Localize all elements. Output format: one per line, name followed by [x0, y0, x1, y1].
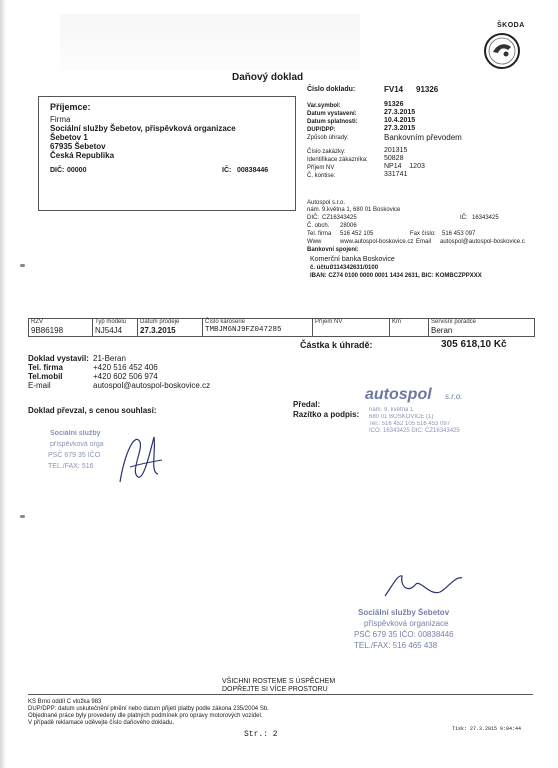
bottom-stamp-line3: PSČ 679 35 IČO: 00838446 — [354, 630, 454, 639]
supplier-web-label: Www — [307, 239, 322, 245]
footer-line4: V případě reklamace uděvejte číslo daňového dokladu. — [28, 720, 175, 726]
page-title: Daňový doklad — [232, 72, 304, 83]
bank-name: Komerční banka Boskovice — [310, 256, 395, 263]
autospol-stamp-logo: autospol — [365, 386, 432, 403]
autospol-stamp-line1: nám. 9. května 1 — [369, 407, 414, 413]
supplier-web[interactable]: www.autospol-boskovice.cz — [340, 239, 414, 245]
recipient-dic: 00000 — [67, 167, 87, 174]
faded-letterhead — [60, 14, 360, 70]
recipient-stamp-line2: příspěvková orga — [50, 441, 104, 448]
supplier-address: nám. 9.května 1, 680 01 Boskovice — [307, 207, 401, 213]
duzp: 27.3.2015 — [384, 125, 416, 132]
issuer-mobile-label: Tel.mobil — [28, 372, 63, 381]
supplier-name: Autospol s.r.o. — [307, 200, 346, 206]
vehicle-km-label: Km — [392, 319, 401, 325]
recipient-line3: Šebetov 1 — [50, 133, 88, 142]
recipient-dic-label: DIČ: — [50, 167, 65, 174]
footer-divider — [28, 694, 533, 695]
recipient-ic-label: IČ: — [222, 167, 232, 174]
receipt-label: Příjem NV — [307, 165, 335, 171]
vehicle-model: NJ54J4 — [95, 326, 123, 335]
issuer-mobile: +420 602 506 974 — [93, 372, 158, 381]
vehicle-vin-label: Číslo karoserie — [205, 319, 246, 325]
control-number: 331741 — [384, 171, 408, 178]
payment-label: Způsob úhrady: — [307, 135, 349, 141]
supplier-ic-label: IČ: — [460, 215, 468, 221]
bank-heading: Bankovní spojení: — [307, 247, 359, 253]
vehicle-sale-date: 27.3.2015 — [140, 326, 176, 335]
footer-printed: Tisk: 27.3.2015 9:04:44 — [452, 726, 522, 732]
recipient-line2: Sociální služby Šebetov, příspěvková organizace — [50, 124, 236, 133]
customer-id-label: Identifikace zákazníka: — [307, 157, 368, 163]
bottom-stamp — [350, 606, 510, 652]
receipt-number: NP14 1203 — [384, 163, 425, 170]
recipient-line1: Firma — [50, 115, 71, 124]
footer-line1: KS Brno oddíl C vložka 983 — [28, 699, 102, 705]
autospol-stamp-sro: s.r.o. — [445, 392, 463, 401]
bottom-stamp-line2: příspěvková organizace — [364, 619, 449, 628]
autospol-stamp — [355, 386, 505, 446]
bank-account: 0114342631/0100 — [330, 265, 379, 271]
bank-iban: IBAN: CZ74 0100 0000 0001 1434 2631, BIC: KOMBCZPPXXX — [310, 273, 482, 279]
issue-date: 27.3.2015 — [384, 109, 416, 116]
punch-hole — [20, 515, 25, 518]
vehicle-advisor-label: Servisní poradce — [431, 319, 477, 325]
issuer-name: 21-Beran — [93, 354, 126, 363]
greeting-line1: VŠICHNI ROSTEME S ÚSPĚCHEM — [222, 678, 336, 685]
supplier-tel: 516 452 105 — [340, 231, 374, 237]
issuer-tel-label: Tel. firma — [28, 363, 63, 372]
invoice-number-prefix: FV14 — [384, 85, 404, 94]
supplier-reg-label: Č. obch. — [307, 223, 330, 229]
duzp-label: DUP/DPP: — [307, 127, 336, 133]
footer-line3: Objednané práce byly provedeny dle platných podmínek pro opravy motorových vozidel. — [28, 713, 263, 719]
bottom-stamp-line4: TEL./FAX: 516 465 438 — [354, 641, 438, 650]
issue-date-label: Datum vystavení: — [307, 111, 357, 117]
vehicle-advisor: Beran — [431, 326, 453, 335]
recipient-ic: 00838446 — [237, 167, 269, 174]
due-date-label: Datum splatnosti: — [307, 119, 358, 125]
due-date: 10.4.2015 — [384, 117, 416, 124]
recipient-heading: Příjemce: — [50, 102, 91, 112]
payment-method: Bankovním převodem — [384, 133, 462, 142]
autospol-stamp-line3: Tel.: 516 452 105 516 453 097 — [369, 421, 451, 427]
supplier-reg: 28006 — [340, 223, 357, 229]
footer-page: Str.: 2 — [244, 730, 278, 739]
recipient-stamp-line4: TEL./FAX: 516 — [48, 463, 94, 470]
supplier-email-label: Email — [416, 239, 432, 245]
supplier-email[interactable]: autospol@autospol-boskovice.c — [440, 239, 525, 245]
stamp-label: Razítko a podpis: — [293, 410, 360, 419]
vehicle-rzv: 9B86198 — [31, 326, 64, 335]
scan-edge — [0, 0, 6, 768]
invoice-number-value: 91326 — [416, 85, 439, 94]
received-label: Doklad převzal, s cenou souhlasí: — [28, 406, 157, 415]
vehicle-sale-date-label: Datum prodeje — [140, 319, 180, 325]
punch-hole — [20, 264, 25, 267]
control-label: Č. kontise: — [307, 173, 336, 179]
vehicle-vin: TMBJM6NJ9FZ047285 — [205, 326, 282, 334]
vehicle-model-label: Typ modelu — [95, 319, 127, 325]
supplier-dic-label: DIČ: — [307, 215, 319, 221]
issuer-email-label: E-mail — [28, 381, 51, 390]
supplier-tel-label: Tel. firma — [307, 231, 332, 237]
supplier-fax: 516 453 097 — [442, 231, 476, 237]
autospol-stamp-line4: IČO: 16343425 DIČ: CZ16343425 — [369, 428, 460, 434]
recipient-line4: 67935 Šebetov — [50, 142, 106, 151]
supplier-dic: CZ16343425 — [322, 215, 357, 221]
issuer-email[interactable]: autospol@autospol-boskovice.cz — [93, 381, 211, 390]
invoice-number-label: Číslo dokladu: — [307, 86, 356, 93]
vehicle-receipt-label: Příjem NV — [315, 319, 343, 325]
recipient-line5: Česká Republika — [50, 151, 115, 160]
order-label: Číslo zakázky: — [307, 149, 346, 155]
vehicle-rzv-label: RZV — [31, 319, 43, 325]
autospol-stamp-line2: 680 01 BOSKOVICE (1) — [369, 414, 434, 420]
bottom-signature — [380, 566, 470, 606]
skoda-logo-icon — [483, 32, 521, 70]
var-symbol: 91326 — [384, 101, 404, 108]
customer-id: 50828 — [384, 155, 404, 162]
handed-label: Předal: — [293, 400, 321, 409]
greeting-line2: DOPŘEJTE SI VÍCE PROSTORU — [222, 686, 328, 693]
var-symbol-label: Var.symbol: — [307, 103, 341, 109]
order-number: 201315 — [384, 147, 408, 154]
total-label: Částka k úhradě: — [300, 340, 373, 350]
footer-line2: DUP/DPP: datum uskutečnění plnění nebo datum přijetí platby podle zákona 235/2004 Sb. — [28, 706, 269, 712]
recipient-signature — [110, 422, 170, 492]
issuer-tel: +420 516 452 406 — [93, 363, 158, 372]
bottom-stamp-line1: Sociální služby Šebetov — [358, 608, 450, 617]
brand-name: ŠKODA — [497, 22, 525, 29]
bank-account-label: č. účtu: — [310, 265, 332, 271]
supplier-ic: 16343425 — [472, 215, 499, 221]
supplier-fax-label: Fax číslo: — [410, 231, 436, 237]
recipient-stamp-line1: Sociální služby — [50, 430, 101, 437]
recipient-stamp-line3: PSČ 679 35 IČO — [48, 452, 101, 459]
total-value: 305 618,10 Kč — [441, 339, 507, 350]
issuer-label: Doklad vystavil: — [28, 354, 89, 363]
